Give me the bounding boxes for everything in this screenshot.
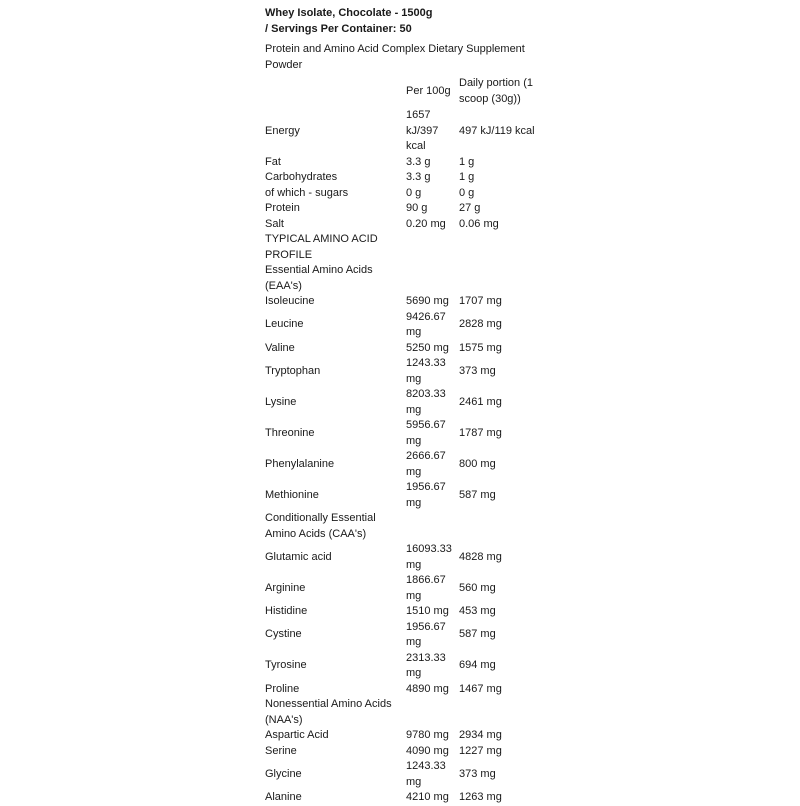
product-title-line1: Whey Isolate, Chocolate - 1500g <box>265 7 433 19</box>
naa-heading <box>265 697 549 728</box>
row-daily: 2934 mg <box>459 729 502 741</box>
product-title <box>265 6 565 37</box>
amino-acid-row <box>265 449 549 480</box>
row-per100: 5956.67 mg <box>406 419 446 447</box>
nutrition-document <box>265 6 565 806</box>
header-daily: Daily portion (1 scoop (30g)) <box>459 77 533 105</box>
row-name: Glycine <box>265 767 302 780</box>
row-per100: 9780 mg <box>406 729 449 741</box>
amino-acid-row <box>265 418 549 449</box>
row-name: Lysine <box>265 395 297 408</box>
row-per100: 1510 mg <box>406 605 449 617</box>
product-subtitle: Protein and Amino Acid Complex Dietary Supplement Powder <box>265 43 525 71</box>
row-daily: 1227 mg <box>459 744 502 757</box>
empty-cell <box>459 697 549 728</box>
eaa-heading-label: Essential Amino Acids (EAA's) <box>265 264 373 292</box>
row-per100: 2666.67 mg <box>406 450 446 478</box>
row-per100: 2313.33 mg <box>406 651 446 679</box>
amino-acid-row <box>265 728 549 744</box>
row-daily: 453 mg <box>459 605 496 617</box>
amino-acid-row <box>265 387 549 418</box>
amino-acid-row <box>265 294 549 310</box>
row-name: Aspartic Acid <box>265 729 329 741</box>
row-per100: 4210 mg <box>406 791 449 803</box>
row-daily: 1 g <box>459 155 475 168</box>
header-per100: Per 100g <box>406 84 451 97</box>
product-title-line2: / Servings Per Container: 50 <box>265 22 412 35</box>
row-per100: 1956.67 mg <box>406 620 446 648</box>
row-per100: 8203.33 mg <box>406 388 446 416</box>
empty-cell <box>459 511 549 542</box>
row-per100: 5250 mg <box>406 341 449 354</box>
amino-acid-row <box>265 620 549 651</box>
row-name: Arginine <box>265 581 306 594</box>
row-per100: 1243.33 mg <box>406 357 446 385</box>
caa-heading-label: Conditionally Essential Amino Acids (CAA's) <box>265 512 376 540</box>
amino-acid-row <box>265 682 549 698</box>
empty-cell <box>459 263 549 294</box>
row-per100: 0.20 mg <box>406 217 446 230</box>
row-per100: 16093.33 mg <box>406 543 452 571</box>
amino-acid-row <box>265 651 549 682</box>
row-per100: 3.3 g <box>406 155 431 168</box>
nutrient-row <box>265 217 549 233</box>
amino-acid-row <box>265 341 549 357</box>
amino-acid-row <box>265 573 549 604</box>
nutrition-table <box>265 76 549 806</box>
row-daily: 1263 mg <box>459 791 502 803</box>
row-name: Glutamic acid <box>265 550 332 563</box>
row-name: Energy <box>265 124 300 137</box>
row-daily: 2461 mg <box>459 395 502 408</box>
row-daily: 1467 mg <box>459 682 502 695</box>
row-daily: 587 mg <box>459 628 496 641</box>
empty-cell <box>406 697 459 728</box>
amino-acid-row <box>265 744 549 760</box>
nutrient-row <box>265 170 549 186</box>
row-daily: 497 kJ/119 kcal <box>459 124 535 137</box>
row-name: Tyrosine <box>265 659 307 672</box>
empty-cell <box>459 232 549 263</box>
row-name: Cystine <box>265 628 302 641</box>
row-name: Serine <box>265 744 297 757</box>
row-name: Tryptophan <box>265 364 321 377</box>
row-daily: 1707 mg <box>459 295 502 307</box>
row-per100: 1866.67 mg <box>406 574 446 602</box>
row-daily: 587 mg <box>459 488 496 501</box>
header-blank-cell <box>265 76 406 108</box>
row-per100: 9426.67 mg <box>406 310 446 338</box>
empty-cell <box>406 232 459 263</box>
empty-cell <box>406 263 459 294</box>
row-daily: 373 mg <box>459 364 496 377</box>
amino-acid-row <box>265 790 549 806</box>
row-name: Phenylalanine <box>265 457 335 470</box>
amino-acid-row <box>265 604 549 620</box>
naa-heading-label: Nonessential Amino Acids (NAA's) <box>265 698 392 726</box>
row-name: Threonine <box>265 426 315 439</box>
row-per100: 1243.33 mg <box>406 760 446 788</box>
row-name: Protein <box>265 202 300 214</box>
amino-acid-row <box>265 356 549 387</box>
row-per100: 0 g <box>406 186 422 199</box>
amino-profile-heading <box>265 232 549 263</box>
row-daily: 1787 mg <box>459 426 502 439</box>
row-daily: 1 g <box>459 171 475 183</box>
row-name: Fat <box>265 155 281 168</box>
nutrient-row <box>265 155 549 171</box>
row-name: Isoleucine <box>265 295 315 307</box>
row-name: Methionine <box>265 488 319 501</box>
row-name: of which - sugars <box>265 186 349 199</box>
row-name: Valine <box>265 341 295 354</box>
row-name: Alanine <box>265 791 302 803</box>
row-name: Proline <box>265 682 300 695</box>
row-daily: 1575 mg <box>459 341 502 354</box>
row-per100: 4090 mg <box>406 744 449 757</box>
eaa-heading <box>265 263 549 294</box>
row-per100: 3.3 g <box>406 171 431 183</box>
caa-heading <box>265 511 549 542</box>
row-per100: 4890 mg <box>406 682 449 695</box>
amino-acid-row <box>265 310 549 341</box>
amino-acid-row <box>265 542 549 573</box>
row-daily: 0 g <box>459 186 475 199</box>
row-per100: 5690 mg <box>406 295 449 307</box>
row-daily: 694 mg <box>459 659 496 672</box>
row-daily: 373 mg <box>459 767 496 780</box>
nutrient-row <box>265 186 549 202</box>
row-daily: 2828 mg <box>459 318 502 331</box>
row-daily: 0.06 mg <box>459 217 499 230</box>
row-daily: 27 g <box>459 202 481 214</box>
nutrient-row <box>265 108 549 155</box>
row-daily: 560 mg <box>459 581 496 594</box>
table-header-row <box>265 76 549 108</box>
row-per100: 90 g <box>406 202 428 214</box>
row-per100: 1956.67 mg <box>406 481 446 509</box>
row-per100: 1657 kJ/397 kcal <box>406 109 439 152</box>
row-name: Carbohydrates <box>265 171 338 183</box>
nutrient-row <box>265 201 549 217</box>
row-daily: 800 mg <box>459 457 496 470</box>
amino-profile-heading-label: TYPICAL AMINO ACID PROFILE <box>265 233 378 261</box>
amino-acid-row <box>265 480 549 511</box>
amino-acid-row <box>265 759 549 790</box>
row-daily: 4828 mg <box>459 550 502 563</box>
row-name: Leucine <box>265 318 304 331</box>
row-name: Histidine <box>265 605 308 617</box>
empty-cell <box>406 511 459 542</box>
row-name: Salt <box>265 217 284 230</box>
